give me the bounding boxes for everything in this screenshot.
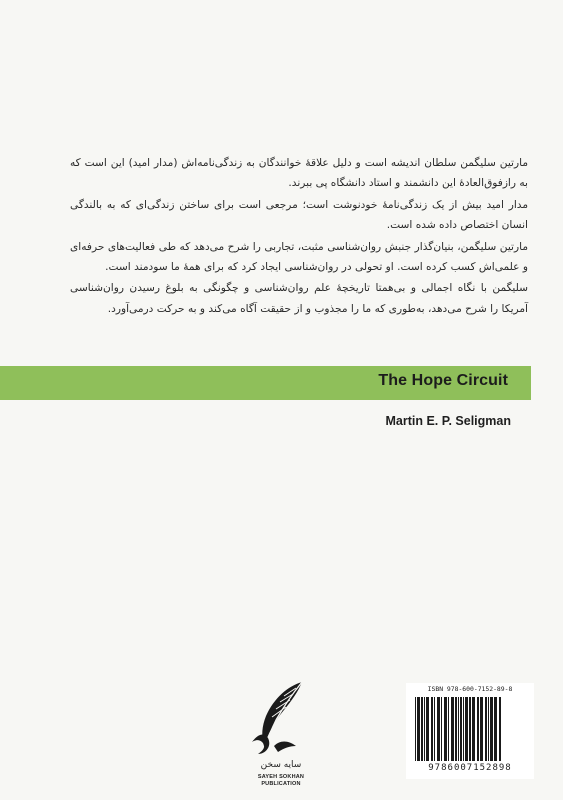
- barcode-bar: [477, 697, 479, 761]
- barcode-bar: [458, 697, 459, 761]
- blurb-paragraph: مارتین سلیگمن، بنیان‌گذار جنبش روان‌شناسی مثبت، تجاربی را شرح می‌دهد که طی فعالیت‌های حرفه‌ای و علمی‌اش کسب کرده است. او تحولی در روان‌شناسی ایجاد کرد که برای همهٔ ما سودمند است.: [70, 240, 528, 274]
- author-name-english: Martin E. P. Seligman: [385, 414, 511, 428]
- barcode-bar: [463, 697, 464, 761]
- barcode-bar: [485, 697, 487, 761]
- barcode-bar: [460, 697, 462, 761]
- barcode-bar: [431, 697, 433, 761]
- publisher-name-english: SAYEH SOKHAN: [257, 774, 305, 780]
- blurb-paragraph: سلیگمن با نگاه اجمالی و بی‌همتا تاریخچهٔ علم روان‌شناسی و چگونگی به بلوغ رسیدن روان‌شناسی آمریکا را شرح می‌دهد، به‌طوری که ما را مجذوب و از حقیقت آگاه می‌کند و به حرکت درمی‌آورد.: [70, 282, 528, 315]
- isbn-barcode-box: [406, 683, 534, 779]
- barcode-bar: [437, 697, 440, 761]
- barcode-bar: [480, 697, 483, 761]
- barcode-bar: [426, 697, 429, 761]
- barcode-digits: 9786007152898: [428, 763, 512, 773]
- publisher-name-persian: سایه سخن: [260, 760, 302, 770]
- blurb-paragraph: مدار امید بیش از یک زندگی‌نامهٔ خودنوشت است؛ مرجعی است برای ساختن زندگی‌ای که به بالندگی انسان اختصاص داده شده است.: [70, 198, 528, 232]
- barcode-bar: [455, 697, 457, 761]
- title-band: [0, 366, 531, 400]
- barcode-bar: [488, 697, 489, 761]
- barcode-bar: [424, 697, 425, 761]
- barcode-bar: [421, 697, 423, 761]
- book-title-english: The Hope Circuit: [378, 372, 508, 389]
- barcode-bar: [494, 697, 497, 761]
- barcode-bar: [448, 697, 449, 761]
- barcode-bar: [415, 697, 416, 761]
- barcode-bar: [444, 697, 447, 761]
- publisher-logo: [236, 676, 326, 786]
- barcode-bar: [472, 697, 475, 761]
- blurb-text: [70, 153, 528, 320]
- barcode-bar: [469, 697, 471, 761]
- publisher-subtitle-english: PUBLICATION: [261, 781, 301, 787]
- barcode-bar: [499, 697, 501, 761]
- barcode-bar: [490, 697, 493, 761]
- barcode-bar: [451, 697, 454, 761]
- isbn-number: ISBN 978-600-7152-89-8: [427, 685, 513, 693]
- barcode-bar: [434, 697, 435, 761]
- barcode-bar: [417, 697, 420, 761]
- barcode: [413, 697, 527, 761]
- quill-feather-icon: [244, 676, 318, 758]
- barcode-bar: [441, 697, 442, 761]
- barcode-bar: [465, 697, 468, 761]
- blurb-paragraph: مارتین سلیگمن سلطان اندیشه است و دلیل علاقهٔ خوانندگان به زندگی‌نامه‌اش (مدار امید) این است که به رازفوق‌العادهٔ این دانشمند و استاد دانشگاه پی ببرند.: [70, 157, 528, 190]
